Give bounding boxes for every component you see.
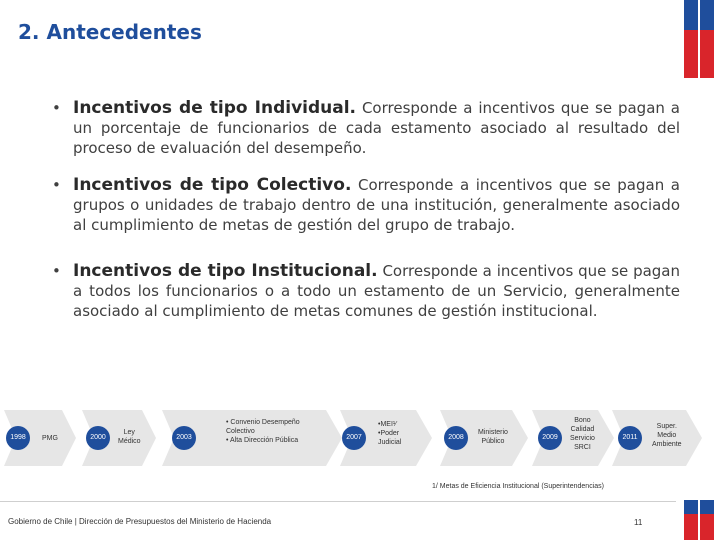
year-circle: 2009 [538, 426, 562, 450]
bullet-dot-icon: • [52, 262, 61, 280]
timeline-label: Ministerio Público [478, 429, 508, 445]
timeline-label: • Convenio Desempeño Colectivo • Alta Dirección Pública [226, 419, 300, 444]
year-circle: 1998 [6, 426, 30, 450]
timeline-label: Ley Médico [118, 429, 141, 445]
footnote: 1/ Metas de Eficiencia Institucional (Superintendencias) [432, 483, 604, 490]
footer-divider [0, 501, 676, 502]
flag-stripe-bottom-right [700, 500, 714, 540]
bullet-dot-icon: • [52, 99, 61, 117]
flag-stripe-bottom-left [684, 500, 698, 540]
bullet-lead: Incentivos de tipo Individual. [73, 98, 357, 118]
bullet-colectivo [48, 175, 680, 235]
footer-text: Gobierno de Chile | Dirección de Presupuestos del Ministerio de Hacienda [8, 517, 272, 526]
year-circle: 2011 [618, 426, 642, 450]
bullet-lead: Incentivos de tipo Institucional. [73, 261, 378, 281]
year-circle: 2008 [444, 426, 468, 450]
bullet-text: Corresponde a incentivos que se pagan a un porcentaje de funcionarios de cada estamento asociado al resultado del proceso de evaluación del desempeño. [73, 99, 680, 157]
timeline-label: •MEI¹⁄ •Poder Judicial [378, 421, 402, 446]
bullet-text: Corresponde a incentivos que se pagan a todos los funcionarios o a todo un estamento de un Servicio, generalmente asociado al cumplimiento de metas comunes de gestión institucional. [73, 262, 681, 320]
bullet-list [48, 98, 680, 338]
flag-stripe-top-right [700, 0, 714, 78]
bullet-lead: Incentivos de tipo Colectivo. [73, 175, 352, 195]
bullet-dot-icon: • [52, 176, 61, 194]
page-number: 11 [634, 518, 643, 527]
flag-stripe-top-left [684, 0, 698, 78]
year-circle: 2003 [172, 426, 196, 450]
bullet-text: Corresponde a incentivos que se pagan a grupos o unidades de trabajo dentro de una institución, generalmente asociado al cumplimiento de metas de gestión del grupo de trabajo. [73, 176, 680, 234]
year-circle: 2000 [86, 426, 110, 450]
timeline-label: Super. Medio Ambiente [652, 423, 682, 448]
incentives-timeline [0, 396, 720, 480]
bullet-institucional [48, 261, 680, 321]
year-circle: 2007 [342, 426, 366, 450]
bullet-individual [48, 98, 680, 158]
timeline-label: PMG [42, 435, 58, 442]
slide-title: 2. Antecedentes [18, 20, 202, 44]
timeline-label: Bono Calidad Servicio SRCI [570, 417, 595, 451]
